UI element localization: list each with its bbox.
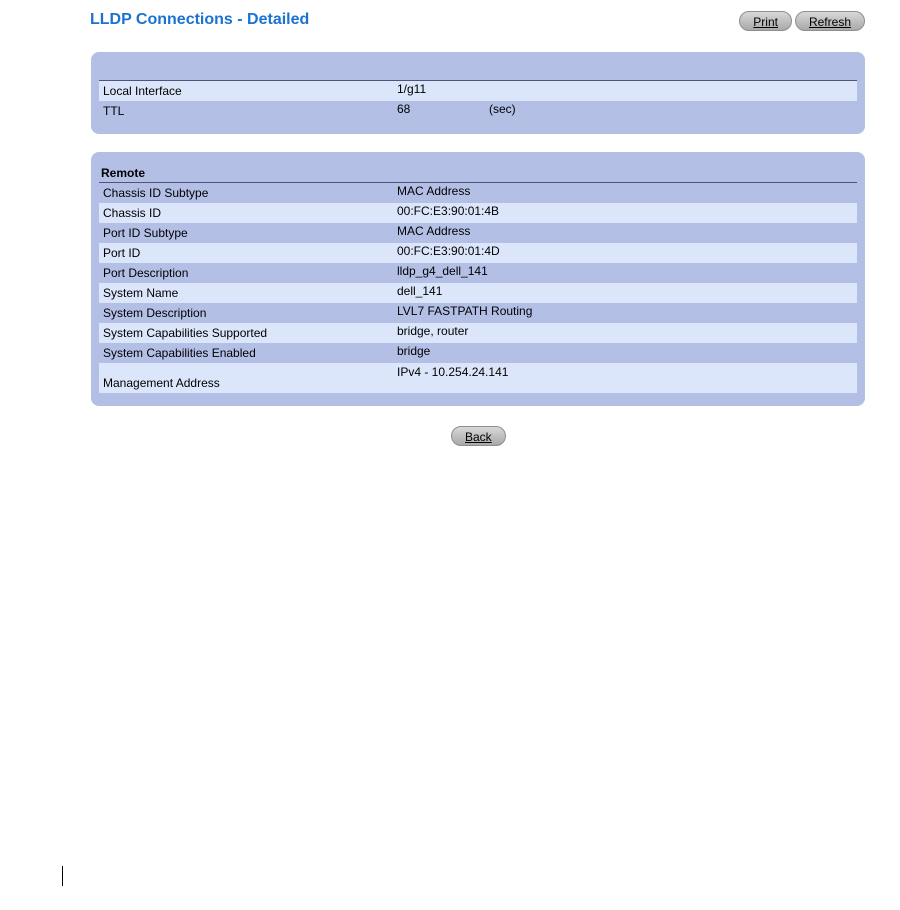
- port-id-value: 00:FC:E3:90:01:4D: [397, 244, 500, 258]
- table-row: [99, 243, 857, 263]
- remote-heading: Remote: [101, 166, 146, 180]
- footer: [451, 426, 506, 446]
- remote-table: [99, 182, 857, 393]
- table-row: [99, 303, 857, 323]
- table-row: [99, 323, 857, 343]
- table-row: [99, 263, 857, 283]
- refresh-button[interactable]: Refresh: [795, 11, 865, 31]
- port-id-label: Port ID: [103, 246, 141, 260]
- table-row: [99, 183, 857, 203]
- page-title: LLDP Connections - Detailed: [90, 11, 310, 28]
- system-name-label: System Name: [103, 286, 179, 300]
- chassis-id-subtype-value: MAC Address: [397, 184, 471, 198]
- table-row: [99, 343, 857, 363]
- local-interface-label: Local Interface: [103, 84, 182, 98]
- ttl-label: TTL: [103, 104, 125, 118]
- management-address-value: IPv4 - 10.254.24.141: [397, 365, 509, 379]
- table-row: [99, 101, 857, 121]
- capabilities-enabled-label: System Capabilities Enabled: [103, 346, 256, 360]
- management-address-label: Management Address: [103, 376, 220, 390]
- port-id-subtype-label: Port ID Subtype: [103, 226, 188, 240]
- ttl-unit: (sec): [489, 102, 516, 116]
- local-interface-value: 1/g11: [397, 82, 427, 96]
- page-margin-rule: [62, 866, 63, 886]
- back-button[interactable]: Back: [451, 426, 506, 446]
- chassis-id-value: 00:FC:E3:90:01:4B: [397, 204, 500, 218]
- ttl-value: 68: [397, 102, 411, 116]
- table-row: [99, 363, 857, 393]
- system-name-value: dell_141: [397, 284, 443, 298]
- port-description-label: Port Description: [103, 266, 189, 280]
- table-row: [99, 203, 857, 223]
- local-table: [99, 80, 857, 121]
- print-button[interactable]: Print: [739, 11, 792, 31]
- capabilities-supported-label: System Capabilities Supported: [103, 326, 268, 340]
- toolbar: [739, 11, 865, 31]
- system-description-label: System Description: [103, 306, 207, 320]
- capabilities-enabled-value: bridge: [397, 344, 431, 358]
- chassis-id-subtype-label: Chassis ID Subtype: [103, 186, 209, 200]
- capabilities-supported-value: bridge, router: [397, 324, 469, 338]
- chassis-id-label: Chassis ID: [103, 206, 162, 220]
- table-row: [99, 81, 857, 101]
- system-description-value: LVL7 FASTPATH Routing: [397, 304, 533, 318]
- table-row: [99, 283, 857, 303]
- port-description-value: lldp_g4_dell_141: [397, 264, 488, 278]
- local-panel: [91, 52, 865, 134]
- remote-panel: [91, 152, 865, 406]
- port-id-subtype-value: MAC Address: [397, 224, 471, 238]
- table-row: [99, 223, 857, 243]
